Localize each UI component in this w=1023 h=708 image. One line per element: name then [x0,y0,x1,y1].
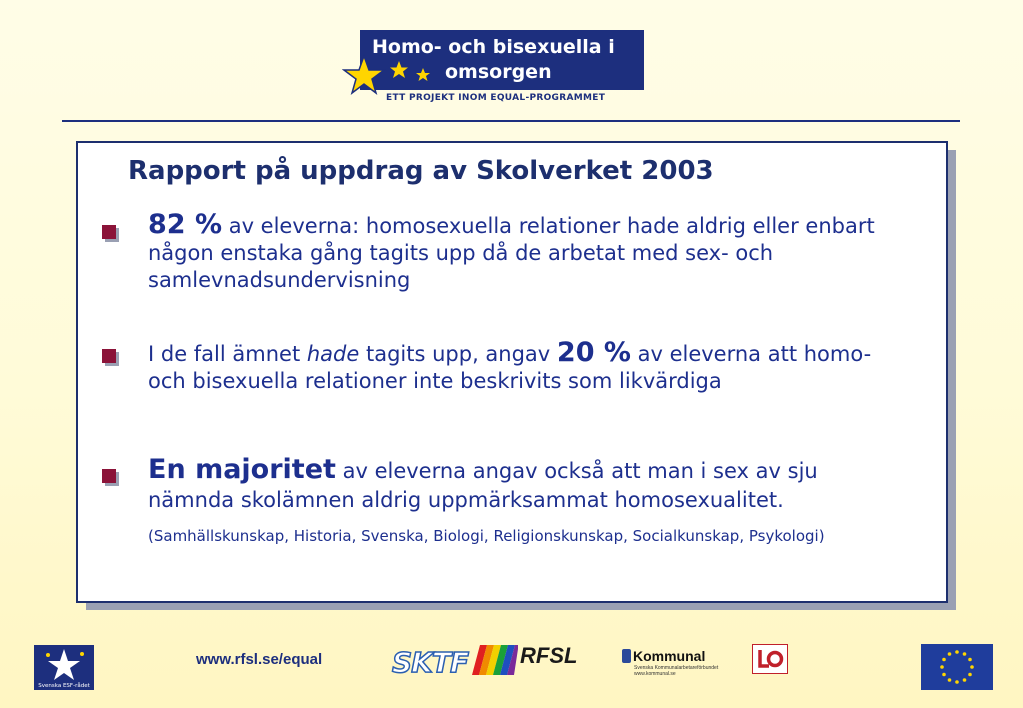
kommunal-sub-line1: Svenska Kommunalarbetareförbundet [634,665,719,671]
bullet-2-text-middle: tagits upp, angav [359,342,557,366]
logo-title-line2: omsorgen [445,61,552,83]
sktf-logo: SKTF [392,646,469,679]
bullet-1-highlight: 82 % [148,209,223,240]
kommunal-subtitle [634,665,718,677]
bullet-square-icon [102,349,116,363]
bullet-1-text: av eleverna: homosexuella relationer hade aldrig eller enbart någon enstaka gång tagits upp då de arbetat med sex- och samlevnadsundervisning [148,214,875,292]
bullet-item-2 [148,339,908,395]
bullet-2-emphasis: hade [306,342,360,366]
esf-star-icon [34,645,94,683]
bullet-3-text: av eleverna angav också att man i sex av sju nämnda skolämnen aldrig uppmärksammat homosexualitet. [148,459,818,512]
bullet-2-text-after: av eleverna att homo- och bisexuella relationer inte beskrivits som likvärdiga [148,342,872,393]
logo-title-line1: Homo- och bisexuella i [372,36,615,58]
kommunal-sub-line2: www.kommunal.se [634,671,676,677]
content-card [76,141,948,603]
slide-title: Rapport på uppdrag av Skolverket 2003 [128,156,714,186]
kommunal-name: Kommunal [633,648,706,664]
rfsl-logo: RFSL [520,643,578,668]
header-divider [62,120,960,122]
project-logo [342,30,647,108]
bullet-item-1 [148,211,908,294]
esf-logo [34,645,94,690]
bullet-square-icon [102,469,116,483]
bullet-item-3 [148,456,908,553]
bullet-3-note: (Samhällskunskap, Historia, Svenska, Biologi, Religionskunskap, Socialkunskap, Psykologi) [148,527,825,545]
lo-logo-icon [752,644,788,674]
bullet-2-highlight: 20 % [556,337,631,368]
bullet-3-highlight: En majoritet [148,454,336,485]
esf-label: Svenska ESF-rådet [38,683,90,689]
bullet-square-icon [102,225,116,239]
logo-subtitle: ETT PROJEKT INOM EQUAL-PROGRAMMET [386,93,606,103]
website-link[interactable]: www.rfsl.se/equal [196,651,323,668]
kommunal-logo [622,648,732,678]
kommunal-crown-icon [622,649,631,663]
bullet-2-text-before: I de fall ämnet [148,342,307,366]
rainbow-flag-icon [472,645,518,675]
eu-flag-icon [921,644,993,690]
